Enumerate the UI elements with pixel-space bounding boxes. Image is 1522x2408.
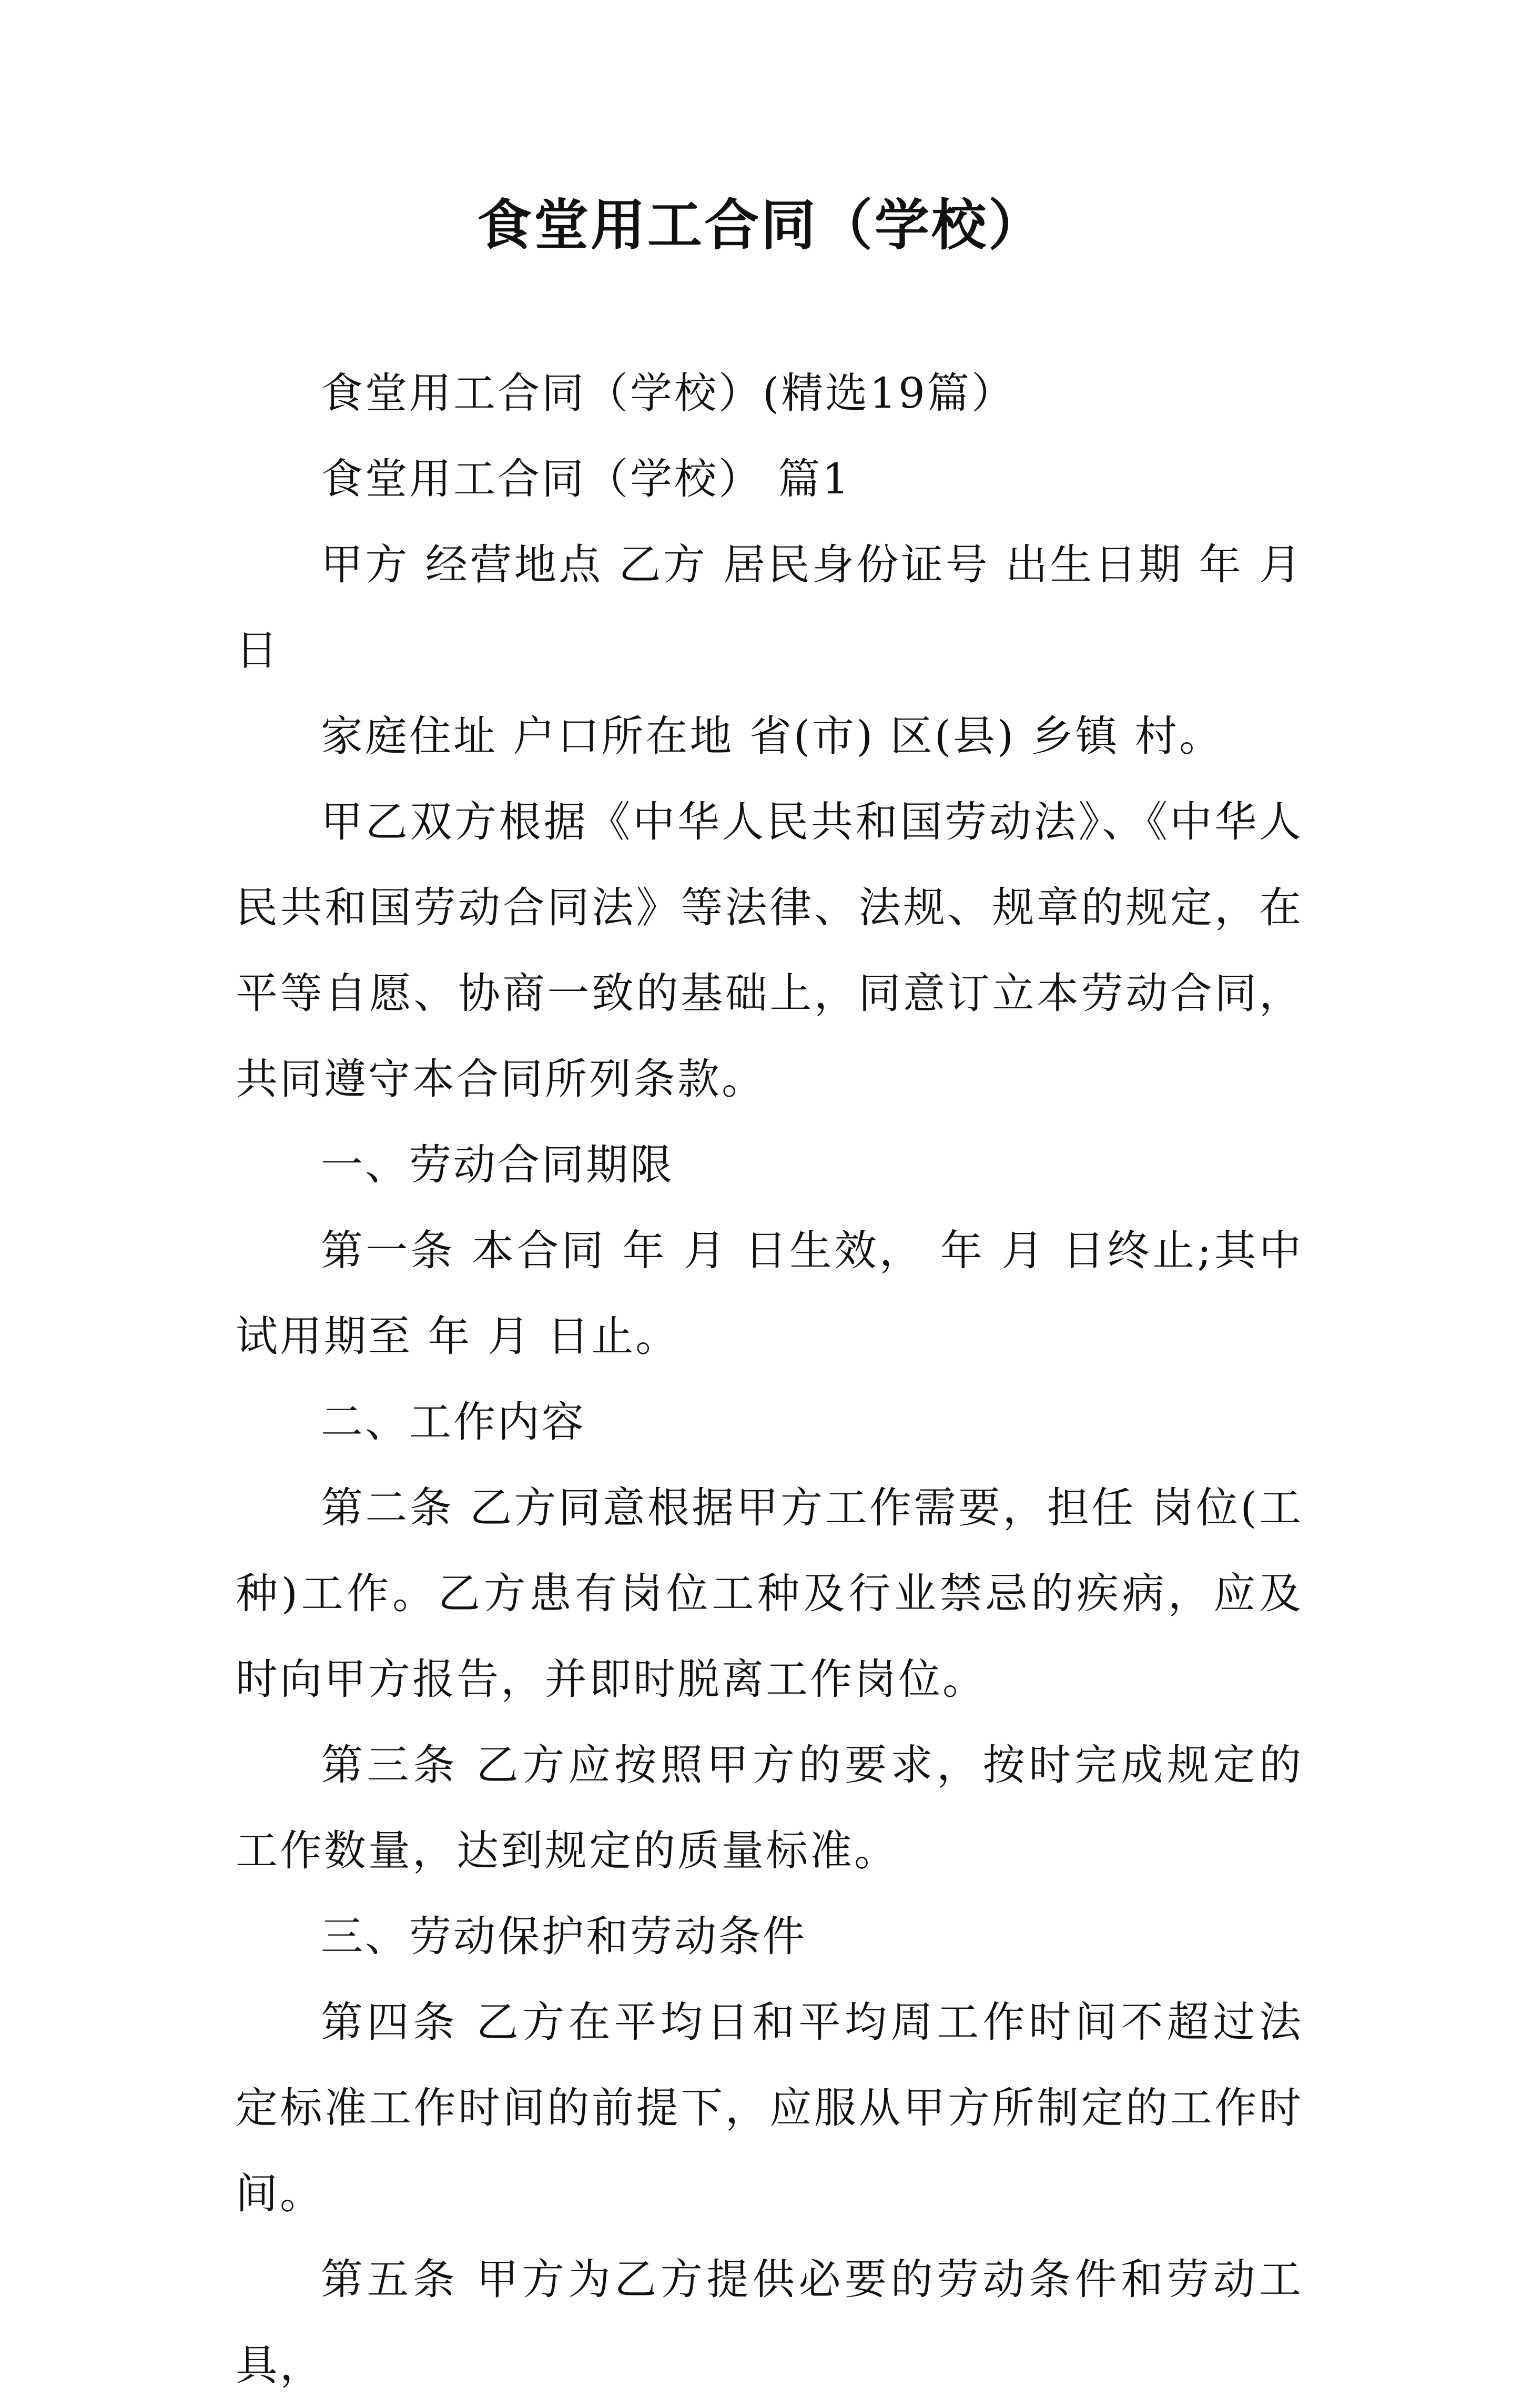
paragraph-preamble: 甲乙双方根据《中华人民共和国劳动法》、《中华人民共和国劳动合同法》等法律、法规、规章的规定，在平等自愿、协商一致的基础上，同意订立本劳动合同，共同遵守本合同所列条款。 (236, 797, 1303, 1104)
article-5: 第五条 甲方为乙方提供必要的劳动条件和劳动工具， (236, 2255, 1303, 2390)
article-1: 第一条 本合同 年 月 日生效， 年 月 日终止;其中试用期至 年 月 日止。 (236, 1226, 1303, 1361)
heading-work-content: 二、工作内容 (321, 1398, 586, 1446)
article-3: 第三条 乙方应按照甲方的要求，按时完成规定的工作数量，达到规定的质量标准。 (236, 1741, 1303, 1875)
paragraph-address: 家庭住址 户口所在地 省(市) 区(县) 乡镇 村。 (321, 712, 1223, 761)
article-2: 第二条 乙方同意根据甲方工作需要，担任 岗位(工种)工作。乙方患有岗位工种及行业禁忌的疾病，应及时向甲方报告，并即时脱离工作岗位。 (236, 1483, 1303, 1704)
document-title: 食堂用工合同（学校） (476, 193, 1045, 257)
article-4: 第四条 乙方在平均日和平均周工作时间不超过法定标准工作时间的前提下，应服从甲方所制定的工作时间。 (236, 1998, 1303, 2218)
heading-labor-protection: 三、劳动保护和劳动条件 (321, 1912, 807, 1961)
heading-contract-term: 一、劳动合同期限 (321, 1140, 674, 1189)
paragraph-selection-note: 食堂用工合同（学校）(精选19篇） (321, 369, 1016, 418)
document-body (236, 350, 1303, 2408)
paragraph-section-title: 食堂用工合同（学校） 篇1 (321, 454, 851, 503)
paragraph-party-info: 甲方 经营地点 乙方 居民身份证号 出生日期 年 月 日 (236, 540, 1303, 675)
